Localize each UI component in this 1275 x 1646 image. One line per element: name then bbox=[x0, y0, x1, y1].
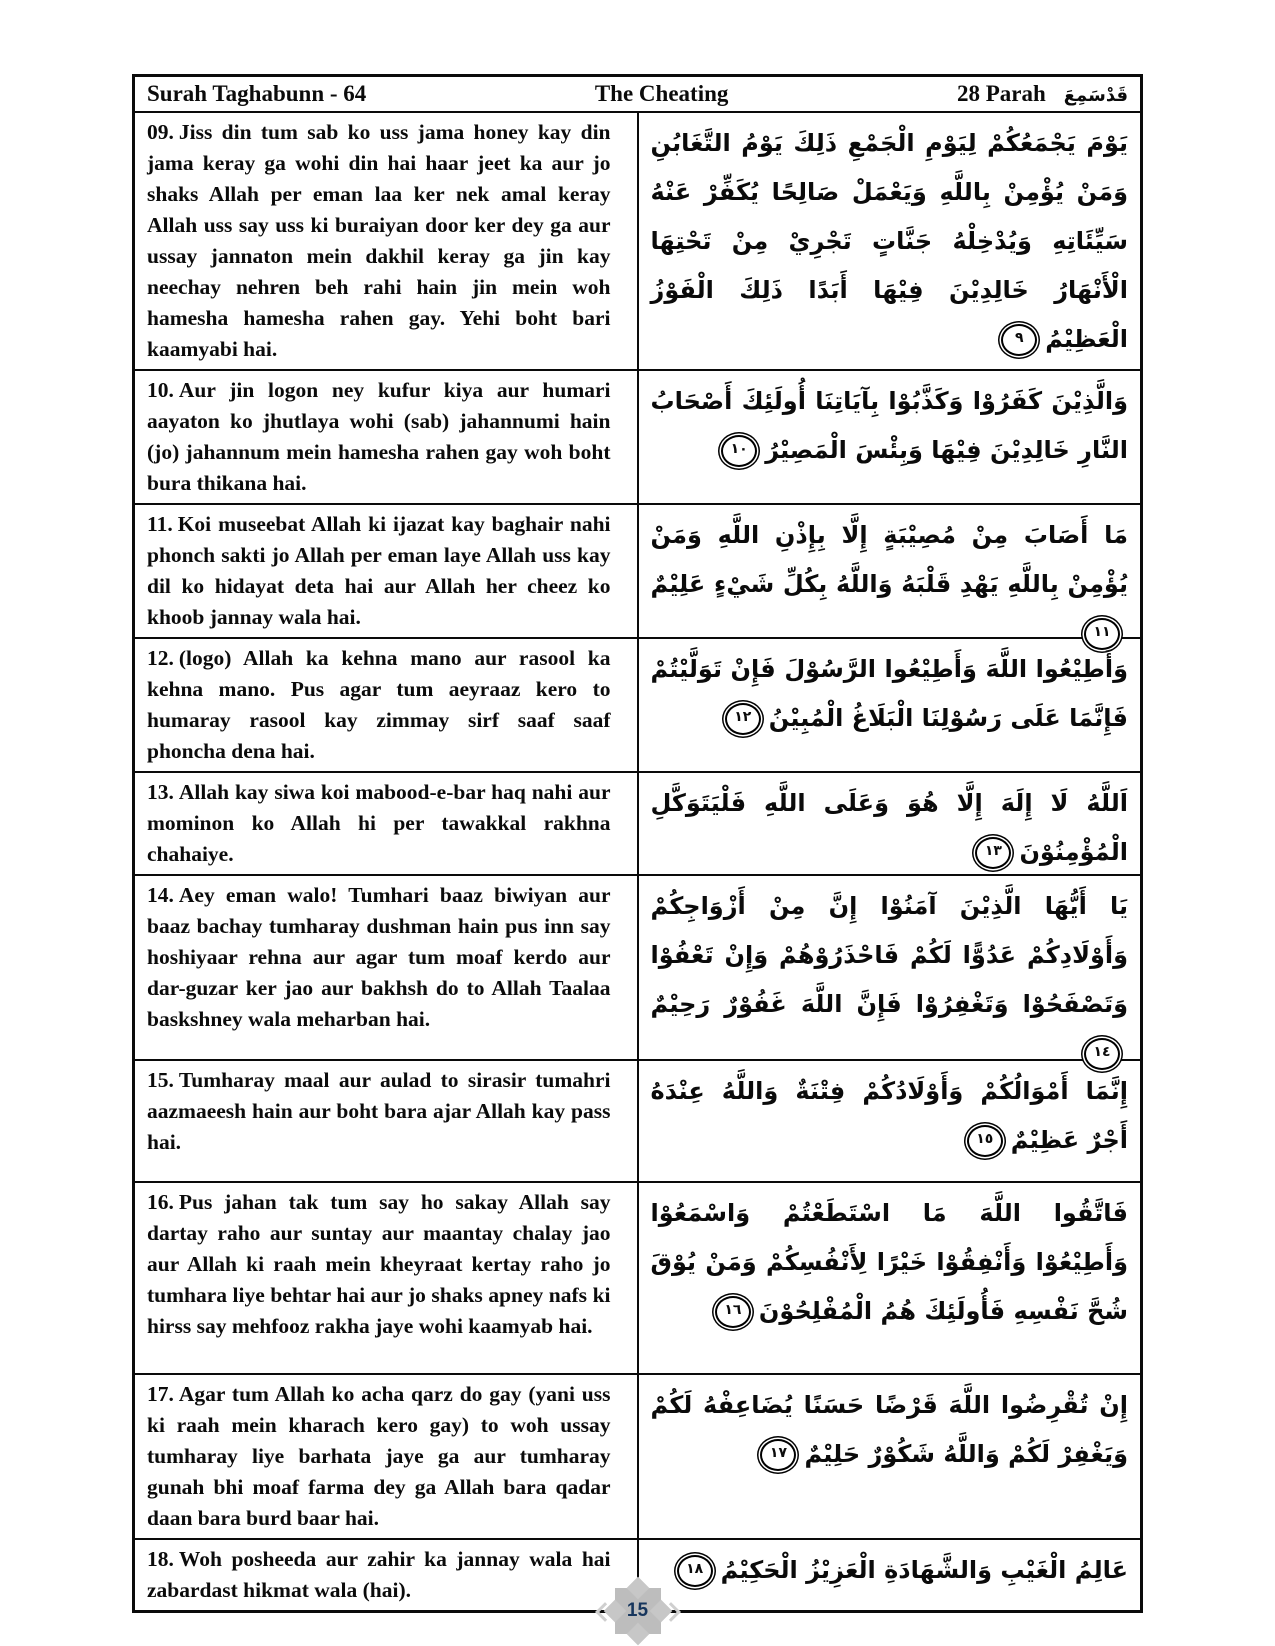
verse-translation: Woh posheeda aur zahir ka jannay wala hai zabardast hikmat wala (hai). bbox=[147, 1547, 611, 1602]
verse-arabic-box bbox=[651, 119, 1129, 359]
verse-arabic-box bbox=[651, 377, 1129, 475]
ayah-end-marker: ١٦ bbox=[715, 1296, 751, 1328]
verse-translation: Tumharay maal aur aulad to sirasir tumahri aazmaeesh hain aur boht bara ajar Allah kay pass hai. bbox=[147, 1068, 611, 1154]
page-header bbox=[147, 81, 1128, 107]
verse-row-10 bbox=[134, 370, 1142, 504]
ayah-end-marker: ١٣ bbox=[975, 837, 1011, 869]
ayah-end-marker: ١٤ bbox=[1084, 1038, 1120, 1070]
verse-row-11 bbox=[134, 504, 1142, 638]
verse-translation: Aur jin logon ney kufur kiya aur humari aayaton ko jhutlaya wohi (sab) jahannumi hain (jo) jahannum mein hamesha rahen gay woh boht bura thikana hai. bbox=[147, 378, 611, 495]
parah-info bbox=[957, 81, 1128, 107]
quran-page-table bbox=[132, 74, 1143, 1613]
parah-label: 28 Parah bbox=[956, 81, 1046, 106]
verse-arabic-box bbox=[651, 645, 1129, 743]
verse-number: 14. bbox=[147, 883, 174, 907]
verse-number: 15. bbox=[147, 1068, 174, 1092]
verse-translation: Aey eman walo! Tumhari baaz biwiyan aur baaz bachay tumharay dushman hain pus inn say hoshiyaar rehna aur agar tum moaf kerdo aur dar-guzar ker jao aur bakhsh do to Allah Taalaa baskshney wala meharban hai. bbox=[147, 883, 611, 1031]
ayah-end-marker: ١٨ bbox=[677, 1555, 713, 1587]
verse-arabic-box bbox=[651, 1381, 1129, 1479]
verse-translation: Jiss din tum sab ko uss jama honey kay din jama keray ga wohi din hai haar jeet ka aur jo shaks Allah per eman laa ker nek amal keray Allah uss say uss ki buraiyan door ker dey ga aur ussay jannaton mein dakhil keray ga jin kay neechay nehren beh rahi hain jin mein woh hamesha hamesha rahen gay. Yehi boht bari kaamyabi hai. bbox=[147, 120, 611, 361]
verse-arabic: عَالِمُ الْغَيْبِ وَالشَّهَادَةِ الْعَزِيْزُ الْحَكِيْمُ bbox=[720, 1556, 1128, 1584]
verse-number: 09. bbox=[147, 120, 174, 144]
verse-row-09 bbox=[134, 112, 1142, 370]
verse-row-15 bbox=[134, 1060, 1142, 1182]
ayah-end-marker: ١٧ bbox=[760, 1439, 796, 1471]
ayah-end-marker: ١١ bbox=[1084, 618, 1120, 650]
surah-translation-title: The Cheating bbox=[594, 81, 729, 106]
verse-row-17 bbox=[134, 1374, 1142, 1539]
verse-number: 16. bbox=[147, 1190, 174, 1214]
verse-translation: Allah kay siwa koi mabood-e-bar haq nahi aur mominon ko Allah hi per tawakkal rakhna chahaiye. bbox=[147, 780, 611, 866]
verse-arabic: وَأَطِيْعُوا اللَّهَ وَأَطِيْعُوا الرَّسُوْلَ فَإِنْ تَوَلَّيْتُمْ فَإِنَّمَا عَلَى رَسُوْلِنَا الْبَلَاغُ الْمُبِيْنُ bbox=[650, 655, 1128, 732]
verse-translation: Pus jahan tak tum say ho sakay Allah say dartay raho aur suntay aur maantay chalay jao aur Allah ki raah mein kheyraat kertay raho jo tumhara liye behtar hai aur jo shaks apney nafs ki hirss say mehfooz rakha jaye wohi kaamyab hai. bbox=[147, 1190, 611, 1338]
verse-arabic: يَا أَيُّهَا الَّذِيْنَ آمَنُوْا إِنَّ مِنْ أَزْوَاجِكُمْ وَأَوْلَادِكُمْ عَدُوًّا لَكُمْ فَاحْذَرُوْهُمْ وَإِنْ تَعْفُوْا وَتَصْفَحُوْا وَتَغْفِرُوْا فَإِنَّ اللَّهَ غَفُوْرٌ رَحِيْمٌ bbox=[650, 892, 1128, 1018]
verse-arabic-box bbox=[650, 511, 1129, 640]
verse-number: 17. bbox=[147, 1382, 174, 1406]
footer bbox=[0, 1588, 1275, 1640]
verse-number: 18. bbox=[147, 1547, 174, 1571]
page-header-row bbox=[134, 76, 1142, 113]
ayah-end-marker: ١٥ bbox=[967, 1125, 1003, 1157]
verse-arabic-box bbox=[651, 1189, 1129, 1336]
verse-translation: Koi museebat Allah ki ijazat kay baghair nahi phonch sakti jo Allah per eman laye Allah uss kay dil ko hidayat deta hai aur Allah her cheez ko khoob jannay wala hai. bbox=[147, 512, 611, 629]
page-number: 15 bbox=[626, 1600, 649, 1621]
verse-row-16 bbox=[134, 1182, 1142, 1374]
verse-number: 12. bbox=[147, 646, 174, 670]
verse-arabic: وَالَّذِيْنَ كَفَرُوْا وَكَذَّبُوْا بِآيَاتِنَا أُولَئِكَ أَصْحَابُ النَّارِ خَالِدِيْنَ فِيْهَا وَبِئْسَ الْمَصِيْرُ bbox=[650, 387, 1128, 464]
verse-arabic: فَاتَّقُوا اللَّهَ مَا اسْتَطَعْتُمْ وَاسْمَعُوْا وَأَطِيْعُوْا وَأَنْفِقُوْا خَيْرًا لِأَنْفُسِكُمْ وَمَنْ يُوْقَ شُحَّ نَفْسِهِ فَأُولَئِكَ هُمُ الْمُفْلِحُوْنَ bbox=[650, 1199, 1128, 1325]
verse-arabic-box bbox=[650, 882, 1129, 1060]
verse-arabic: مَا أَصَابَ مِنْ مُصِيْبَةٍ إِلَّا بِإِذْنِ اللَّهِ وَمَنْ يُؤْمِنْ بِاللَّهِ يَهْدِ قَلْبَهُ وَاللَّهُ بِكُلِّ شَيْءٍ عَلِيْمٌ bbox=[650, 521, 1128, 598]
verse-arabic: إِنْ تُقْرِضُوا اللَّهَ قَرْضًا حَسَنًا يُضَاعِفْهُ لَكُمْ وَيَغْفِرْ لَكُمْ وَاللَّهُ شَكُوْرٌ حَلِيْمٌ bbox=[650, 1391, 1128, 1468]
verse-arabic: اَللَّهُ لَا إِلَهَ إِلَّا هُوَ وَعَلَى اللَّهِ فَلْيَتَوَكَّلِ الْمُؤْمِنُوْنَ bbox=[650, 789, 1128, 866]
verse-arabic: يَوْمَ يَجْمَعُكُمْ لِيَوْمِ الْجَمْعِ ذَلِكَ يَوْمُ التَّغَابُنِ وَمَنْ يُؤْمِنْ بِاللَّهِ وَيَعْمَلْ صَالِحًا يُكَفِّرْ عَنْهُ سَيِّئَاتِهِ وَيُدْخِلْهُ جَنَّاتٍ تَجْرِيْ مِنْ تَحْتِهَا الْأَنْهَارُ خَالِدِيْنَ فِيْهَا أَبَدًا ذَلِكَ الْفَوْزُ الْعَظِيْمُ bbox=[650, 129, 1128, 353]
ayah-end-marker: ١٢ bbox=[725, 703, 761, 735]
verse-arabic-box bbox=[650, 779, 1129, 866]
verse-number: 10. bbox=[147, 378, 174, 402]
surah-title: Surah Taghabunn - 64 bbox=[147, 81, 367, 106]
ayah-end-marker: ١٠ bbox=[721, 435, 757, 467]
verse-number: 13. bbox=[147, 780, 174, 804]
parah-name-arabic: قَدْسَمِعَ bbox=[1063, 85, 1128, 106]
verse-translation: (logo) Allah ka kehna mano aur rasool ka kehna mano. Pus agar tum aeyraaz kero to humaray rasool kay zimmay sirf saaf saaf phoncha dena hai. bbox=[147, 646, 611, 763]
badge-ornament-bottom bbox=[626, 1623, 649, 1646]
ayah-end-marker: ٩ bbox=[1001, 324, 1037, 356]
verse-arabic-box bbox=[651, 1067, 1129, 1165]
verse-row-12 bbox=[134, 638, 1142, 772]
verse-row-14 bbox=[134, 875, 1142, 1060]
verse-translation: Agar tum Allah ko acha qarz do gay (yani uss ki raah mein kharach kero gay) to woh ussay tumharay liye barhata jaye ga aur tumharay gunah bhi moaf farma dey ga Allah bara qadar daan bara burd baar hai. bbox=[147, 1382, 611, 1530]
verse-arabic: إِنَّمَا أَمْوَالُكُمْ وَأَوْلَادُكُمْ فِتْنَةٌ وَاللَّهُ عِنْدَهُ أَجْرٌ عَظِيْمٌ bbox=[650, 1077, 1128, 1154]
verse-number: 11. bbox=[147, 512, 173, 536]
verse-row-13 bbox=[134, 772, 1142, 875]
page-number-badge bbox=[615, 1588, 661, 1634]
